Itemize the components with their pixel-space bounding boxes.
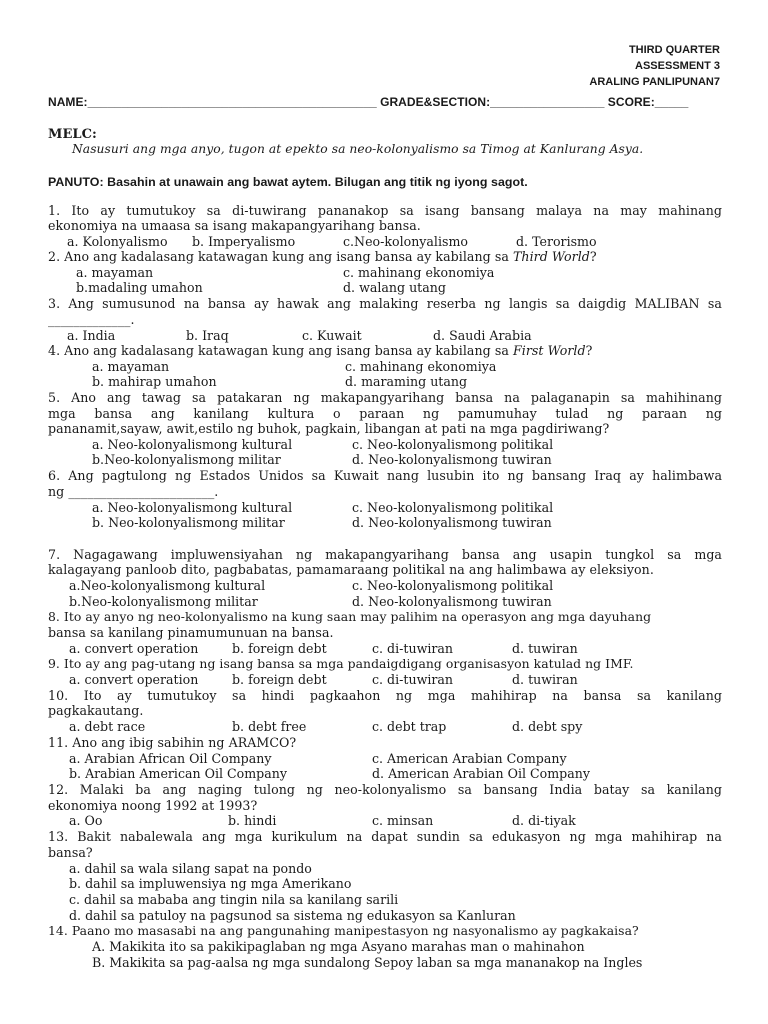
q2-stem [48,249,597,264]
q7-stem-line2: kalagayang panloob dito, pagbabatas, pamamaraang politikal na ang halimbawa ay eleksiyon. [48,562,654,577]
q8-choice-a[interactable]: a. convert operation [69,641,199,656]
q10-choice-b[interactable]: b. debt free [232,719,307,734]
q2-choice-c[interactable]: c. mahinang ekonomiya [343,265,495,280]
q8-stem-line2: bansa sa kanilang pinamumunuan na bansa. [48,625,334,640]
melc-text: Nasusuri ang mga anyo, tugon at epekto sa neo-kolonyalismo sa Timog at Kanlurang Asya. [72,142,644,156]
q7-stem-line1: 7. Nagagawang impluwensiyahan ng makapangyarihang bansa ang usapin tungkol sa mga [48,547,722,562]
q5-stem-line3: pananamit,sayaw, awit,estilo ng buhok, pagkain, libangan at pati na mga pagdiriwang? [48,421,610,436]
q4-stem-end: ? [585,343,593,358]
quarter-label: THIRD QUARTER [628,44,720,56]
q14-choice-b[interactable]: B. Makikita sa pag-aalsa ng mga sundalong Sepoy laban sa mga mananakop na Ingles [92,955,643,970]
q1-stem-line2: ekonomiya na umaasa sa isang makapangyarihang bansa. [48,218,421,233]
q13-stem-line1: 13. Bakit nabalewala ang mga kurikulum na dapat sundin sa edukasyon ng mga mahihirap na [48,829,722,844]
q3-stem-line1: 3. Ang sumusunod na bansa ay hawak ang malaking reserba ng langis sa daigdig MALIBAN sa [48,296,722,311]
q4-choice-a[interactable]: a. mayaman [92,359,170,374]
q13-choice-b[interactable]: b. dahil sa impluwensiya ng mga Amerikano [69,876,352,891]
q2-stem-text: 2. Ano ang kadalasang katawagan kung ang isang bansa ay kabilang sa [48,249,513,264]
panuto-instructions: PANUTO: Basahin at unawain ang bawat aytem. Bilugan ang titik ng iyong sagot. [48,175,528,189]
q12-choice-a[interactable]: a. Oo [69,813,103,828]
q11-choice-b[interactable]: b. Arabian American Oil Company [69,766,287,781]
q4-stem-italic: First World [512,343,586,358]
q9-choice-b[interactable]: b. foreign debt [232,672,327,687]
q5-choice-b[interactable]: b.Neo-kolonyalismong militar [92,452,281,467]
q4-choice-c[interactable]: c. mahinang ekonomiya [345,359,497,374]
q10-stem-line2: pagkakautang. [48,703,144,718]
q9-choice-a[interactable]: a. convert operation [69,672,199,687]
q5-choice-d[interactable]: d. Neo-kolonyalismong tuwiran [352,452,552,467]
q1-choice-d[interactable]: d. Terorismo [516,234,597,249]
q6-stem-line1: 6. Ang pagtulong ng Estados Unidos sa Kuwait nang lusubin ito ng bansang Iraq ay halimbawa [48,468,722,483]
q7-choice-c[interactable]: c. Neo-kolonyalismong politikal [352,578,554,593]
q6-stem-line2: ng _______________________. [48,484,219,499]
q2-choice-d[interactable]: d. walang utang [343,280,446,295]
q3-choice-d[interactable]: d. Saudi Arabia [433,328,532,343]
q13-choice-d[interactable]: d. dahil sa patuloy na pagsunod sa sistema ng edukasyon sa Kanluran [69,908,516,923]
q10-stem-line1: 10. Ito ay tumutukoy sa hindi pagkaahon ng mga mahihirap na bansa sa kanilang [48,688,722,703]
q4-stem-text: 4. Ano ang kadalasang katawagan kung ang isang bansa ay kabilang sa [48,343,513,358]
q9-stem-line1: 9. Ito ay ang pag-utang ng isang bansa sa mga pandaigdigang organisasyon katulad ng IMF. [48,656,634,671]
q4-choice-b[interactable]: b. mahirap umahon [92,374,217,389]
q3-choice-a[interactable]: a. India [67,328,116,343]
q3-choice-c[interactable]: c. Kuwait [302,328,362,343]
q12-stem-line2: ekonomiya noong 1992 at 1993? [48,798,258,813]
q6-choice-a[interactable]: a. Neo-kolonyalismong kultural [92,500,293,515]
q2-choice-a[interactable]: a. mayaman [76,265,154,280]
q9-choice-d[interactable]: d. tuwiran [512,672,578,687]
melc-label: MELC: [48,127,97,142]
q8-choice-d[interactable]: d. tuwiran [512,641,578,656]
q12-stem-line1: 12. Malaki ba ang naging tulong ng neo-kolonyalismo sa bansang India batay sa kanilang [48,782,722,797]
q6-choice-d[interactable]: d. Neo-kolonyalismong tuwiran [352,515,552,530]
q6-choice-c[interactable]: c. Neo-kolonyalismong politikal [352,500,554,515]
q12-choice-c[interactable]: c. minsan [372,813,434,828]
q4-stem [48,343,592,358]
q1-choice-c[interactable]: c.Neo-kolonyalismo [343,234,468,249]
q2-stem-end: ? [589,249,597,264]
q12-choice-d[interactable]: d. di-tiyak [512,813,576,828]
assessment-label: ASSESSMENT 3 [635,60,720,72]
q11-choice-c[interactable]: c. American Arabian Company [372,751,567,766]
q14-choice-a[interactable]: A. Makikita ito sa pakikipaglaban ng mga Asyano marahas man o mahinahon [92,939,585,954]
q2-choice-b[interactable]: b.madaling umahon [76,280,203,295]
q8-choice-b[interactable]: b. foreign debt [232,641,327,656]
header-block [589,42,720,90]
q13-stem-line2: bansa? [48,845,93,860]
q5-choice-a[interactable]: a. Neo-kolonyalismong kultural [92,437,293,452]
subject-label: ARALING PANLIPUNAN7 [589,76,720,88]
q7-choice-d[interactable]: d. Neo-kolonyalismong tuwiran [352,594,552,609]
q8-choice-c[interactable]: c. di-tuwiran [372,641,454,656]
q5-stem-line1: 5. Ano ang tawag sa patakaran ng makapangyarihang bansa na palaganapin sa mahihinang [48,390,722,405]
q4-choice-d[interactable]: d. maraming utang [345,374,468,389]
q1-choice-b[interactable]: b. Imperyalismo [192,234,296,249]
q13-choice-c[interactable]: c. dahil sa mababa ang tingin nila sa kanilang sarili [69,892,399,907]
q3-stem-line2: _____________. [48,312,135,327]
q13-choice-a[interactable]: a. dahil sa wala silang sapat na pondo [69,861,312,876]
q5-choice-c[interactable]: c. Neo-kolonyalismong politikal [352,437,554,452]
q11-stem-line1: 11. Ano ang ibig sabihin ng ARAMCO? [48,735,297,750]
q10-choice-a[interactable]: a. debt race [69,719,146,734]
q6-choice-b[interactable]: b. Neo-kolonyalismong militar [92,515,285,530]
q1-stem-line1: 1. Ito ay tumutukoy sa di-tuwirang pananakop sa isang bansang malaya na may mahinang [48,203,722,218]
q8-stem-line1: 8. Ito ay anyo ng neo-kolonyalismo na kung saan may palihim na operasyon ang mga dayuhang [48,609,652,624]
q7-choice-b[interactable]: b.Neo-kolonyalismong militar [69,594,258,609]
q12-choice-b[interactable]: b. hindi [228,813,277,828]
q7-choice-a[interactable]: a.Neo-kolonyalismong kultural [69,578,266,593]
q10-choice-c[interactable]: c. debt trap [372,719,447,734]
q11-choice-d[interactable]: d. American Arabian Oil Company [372,766,590,781]
q11-choice-a[interactable]: a. Arabian African Oil Company [69,751,272,766]
name-grade-score-row: NAME:___________________________________________ GRADE&SECTION:_________________ SCORE:_____ [48,95,689,109]
q5-stem-line2: mga bansa ang kanilang kultura o paraan ng pamumuhay tulad ng paraan ng [48,406,722,421]
q14-stem-line1: 14. Paano mo masasabi na ang pangunahing manipestasyon ng nasyonalismo ay pagkakaisa? [48,923,639,938]
q2-stem-italic: Third World [512,249,590,264]
q9-choice-c[interactable]: c. di-tuwiran [372,672,454,687]
q1-choice-a[interactable]: a. Kolonyalismo [67,234,168,249]
q3-choice-b[interactable]: b. Iraq [186,328,229,343]
q10-choice-d[interactable]: d. debt spy [512,719,583,734]
